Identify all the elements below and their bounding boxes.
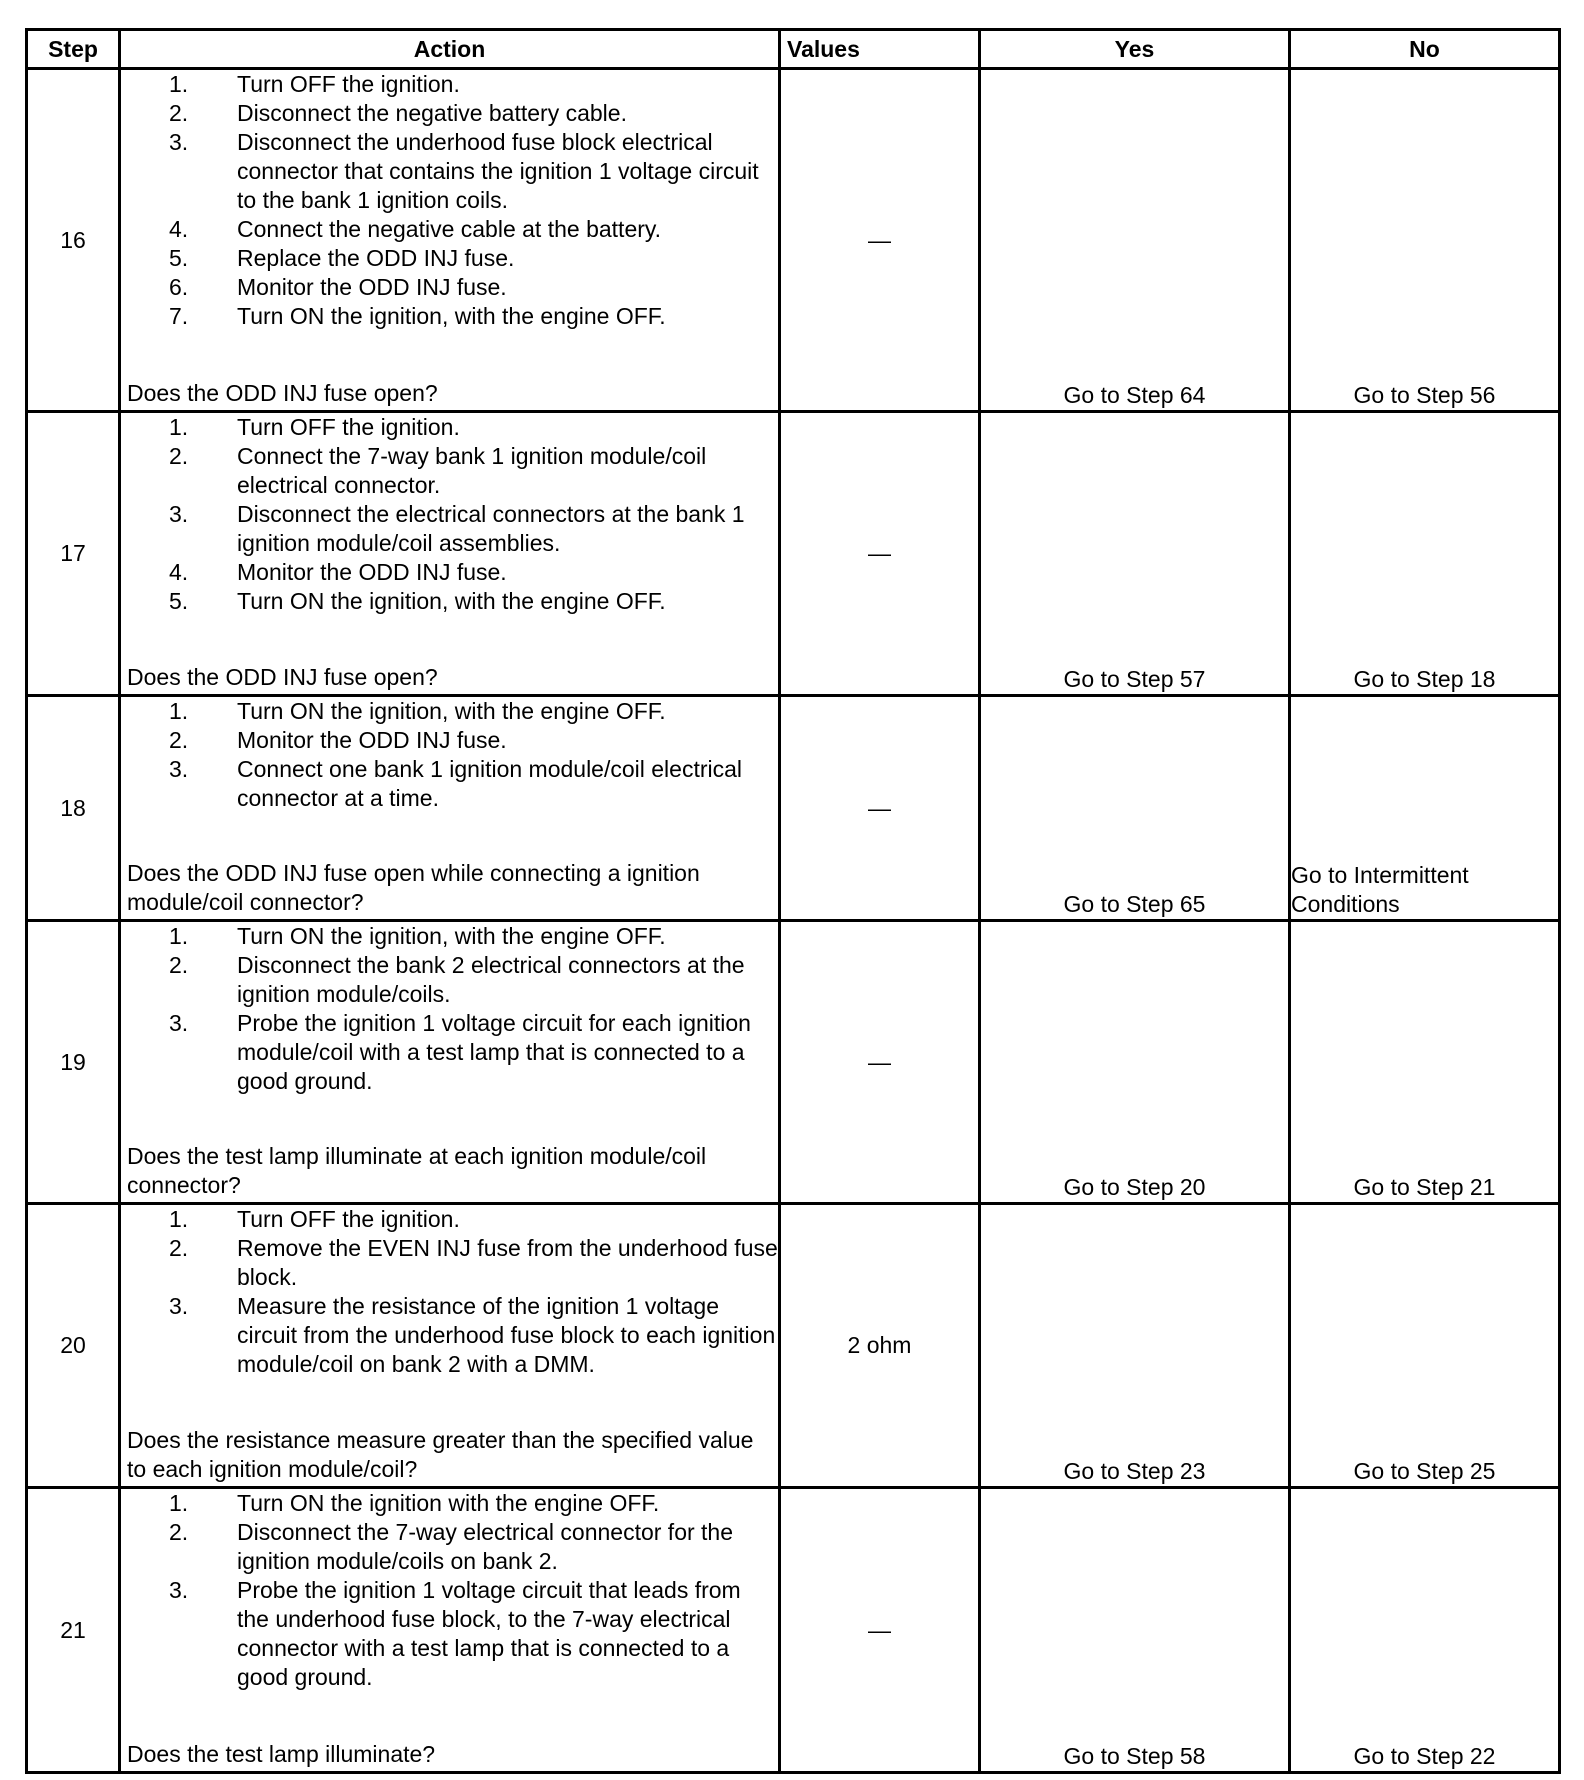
action-list	[121, 413, 778, 616]
value-cell: 2 ohm	[780, 1204, 980, 1488]
action-item: 1. Turn OFF the ignition.	[169, 414, 460, 440]
action-item: 4. Monitor the ODD INJ fuse.	[169, 559, 507, 585]
action-item: 6. Monitor the ODD INJ fuse.	[169, 274, 507, 300]
values-header: Values	[780, 30, 980, 69]
action-list	[121, 70, 778, 331]
action-item: 1. Turn ON the ignition, with the engine OFF.	[169, 923, 666, 949]
action-cell	[120, 412, 780, 696]
no-link: Go to Step 56	[1290, 69, 1560, 412]
action-list	[121, 1205, 778, 1379]
action-item: 3. Measure the resistance of the ignition 1 voltage circuit from the underhood fuse block to each ignition module/coil on bank 2 with a DMM.	[169, 1293, 776, 1377]
action-item: 2. Monitor the ODD INJ fuse.	[169, 727, 507, 753]
action-cell	[120, 1204, 780, 1488]
value-cell: —	[780, 696, 980, 921]
action-list	[121, 922, 778, 1096]
action-item: 1. Turn OFF the ignition.	[169, 71, 460, 97]
yes-link: Go to Step 20	[980, 921, 1290, 1204]
action-item: 1. Turn OFF the ignition.	[169, 1206, 460, 1232]
action-item: 2. Connect the 7-way bank 1 ignition module/coil electrical connector.	[169, 443, 707, 498]
action-item: 2. Disconnect the negative battery cable.	[169, 100, 627, 126]
yes-link: Go to Step 23	[980, 1204, 1290, 1488]
step-number: 21	[27, 1488, 120, 1773]
action-item: 3. Disconnect the electrical connectors at the bank 1 ignition module/coil assemblies.	[169, 501, 745, 556]
no-link: Go to Step 21	[1290, 921, 1560, 1204]
action-item: 2. Disconnect the 7-way electrical connector for the ignition module/coils on bank 2.	[169, 1519, 734, 1574]
yes-link: Go to Step 58	[980, 1488, 1290, 1773]
table-row	[27, 69, 1560, 412]
action-item: 3. Connect one bank 1 ignition module/coil electrical connector at a time.	[169, 756, 743, 811]
action-cell	[120, 921, 780, 1204]
step-number: 19	[27, 921, 120, 1204]
no-header: No	[1290, 30, 1560, 69]
value-cell: —	[780, 1488, 980, 1773]
header-row	[27, 30, 1560, 69]
table-row	[27, 1204, 1560, 1488]
action-cell	[120, 69, 780, 412]
action-list	[121, 1489, 778, 1692]
action-item: 2. Remove the EVEN INJ fuse from the underhood fuse block.	[169, 1235, 778, 1290]
table-row	[27, 412, 1560, 696]
no-link: Go to Step 18	[1290, 412, 1560, 696]
action-item: 7. Turn ON the ignition, with the engine OFF.	[169, 303, 666, 329]
action-item: 4. Connect the negative cable at the battery.	[169, 216, 662, 242]
action-list	[121, 697, 778, 813]
action-item: 2. Disconnect the bank 2 electrical connectors at the ignition module/coils.	[169, 952, 745, 1007]
step-number: 16	[27, 69, 120, 412]
action-cell	[120, 1488, 780, 1773]
action-item: 1. Turn ON the ignition, with the engine OFF.	[169, 698, 666, 724]
table-row	[27, 696, 1560, 921]
diagnostic-table	[25, 28, 1561, 1774]
question-text: Does the test lamp illuminate at each ignition module/coil connector?	[127, 1143, 707, 1198]
action-item: 1. Turn ON the ignition with the engine OFF.	[169, 1490, 660, 1516]
question-text: Does the ODD INJ fuse open?	[127, 380, 438, 406]
action-item: 3. Probe the ignition 1 voltage circuit that leads from the underhood fuse block, to the 7-way electrical connector with a test lamp that is connected to a good ground.	[169, 1577, 741, 1690]
action-item: 3. Disconnect the underhood fuse block electrical connector that contains the ignition 1 voltage circuit to the bank 1 ignition coils.	[169, 129, 759, 213]
no-link: Go to Intermittent Conditions	[1290, 696, 1560, 921]
yes-header: Yes	[980, 30, 1290, 69]
action-cell	[120, 696, 780, 921]
no-link: Go to Step 22	[1290, 1488, 1560, 1773]
action-item: 3. Probe the ignition 1 voltage circuit for each ignition module/coil with a test lamp that is connected to a good ground.	[169, 1010, 751, 1094]
yes-link: Go to Step 64	[980, 69, 1290, 412]
question-text: Does the ODD INJ fuse open while connecting a ignition module/coil connector?	[127, 860, 700, 915]
action-item: 5. Replace the ODD INJ fuse.	[169, 245, 515, 271]
question-text: Does the test lamp illuminate?	[127, 1741, 436, 1767]
question-text: Does the ODD INJ fuse open?	[127, 664, 438, 690]
yes-link: Go to Step 65	[980, 696, 1290, 921]
value-cell: —	[780, 921, 980, 1204]
value-cell: —	[780, 69, 980, 412]
step-header: Step	[27, 30, 120, 69]
yes-link: Go to Step 57	[980, 412, 1290, 696]
question-text: Does the resistance measure greater than the specified value to each ignition module/coil?	[127, 1427, 754, 1482]
action-item: 5. Turn ON the ignition, with the engine OFF.	[169, 588, 666, 614]
no-link: Go to Step 25	[1290, 1204, 1560, 1488]
table-row	[27, 1488, 1560, 1773]
step-number: 18	[27, 696, 120, 921]
step-number: 20	[27, 1204, 120, 1488]
action-header: Action	[120, 30, 780, 69]
value-cell: —	[780, 412, 980, 696]
table-row	[27, 921, 1560, 1204]
step-number: 17	[27, 412, 120, 696]
